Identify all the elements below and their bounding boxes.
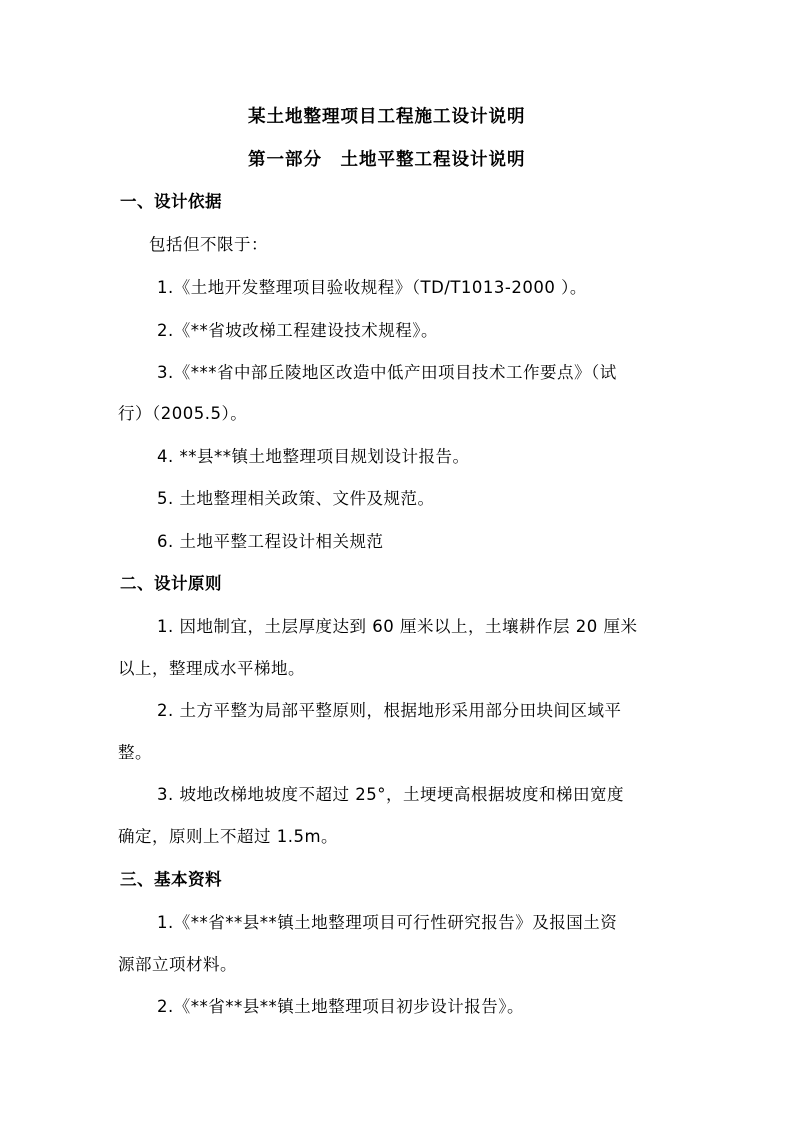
- list-item-continuation: 源部立项材料。: [118, 955, 237, 974]
- list-item: 3. 坡地改梯地坡度不超过 25°，土埂埂高根据坡度和梯田宽度: [157, 785, 624, 804]
- section-heading: 一、设计依据: [120, 192, 222, 211]
- list-item: 2.《**省坡改梯工程建设技术规程》。: [157, 321, 438, 340]
- list-item-continuation: 以上，整理成水平梯地。: [118, 659, 305, 678]
- list-item: 5. 土地整理相关政策、文件及规范。: [157, 489, 435, 508]
- document-title: 某土地整理项目工程施工设计说明: [248, 107, 526, 127]
- document-subtitle: 第一部分 土地平整工程设计说明: [248, 150, 526, 170]
- list-item: 1.《土地开发整理项目验收规程》（TD/T1013-2000 ）。: [157, 278, 587, 297]
- list-item: 6. 土地平整工程设计相关规范: [157, 532, 384, 551]
- list-item-continuation: 确定，原则上不超过 1.5m。: [118, 827, 339, 846]
- list-item: 2. 土方平整为局部平整原则，根据地形采用部分田块间区域平: [157, 701, 622, 720]
- section-heading: 三、基本资料: [120, 870, 222, 889]
- list-item-continuation: 整。: [118, 743, 152, 762]
- list-item: 1.《**省**县**镇土地整理项目可行性研究报告》及报国土资: [157, 913, 618, 932]
- list-item: 2.《**省**县**镇土地整理项目初步设计报告》。: [157, 997, 524, 1016]
- list-item-continuation: 行）（2005.5）。: [118, 404, 248, 423]
- list-item: 3.《***省中部丘陵地区改造中低产田项目技术工作要点》（试: [157, 363, 617, 382]
- section-intro: 包括但不限于：: [149, 235, 268, 254]
- section-heading: 二、设计原则: [120, 574, 222, 593]
- list-item: 1. 因地制宜，土层厚度达到 60 厘米以上，土壤耕作层 20 厘米: [157, 617, 638, 636]
- list-item: 4. **县**镇土地整理项目规划设计报告。: [157, 447, 470, 466]
